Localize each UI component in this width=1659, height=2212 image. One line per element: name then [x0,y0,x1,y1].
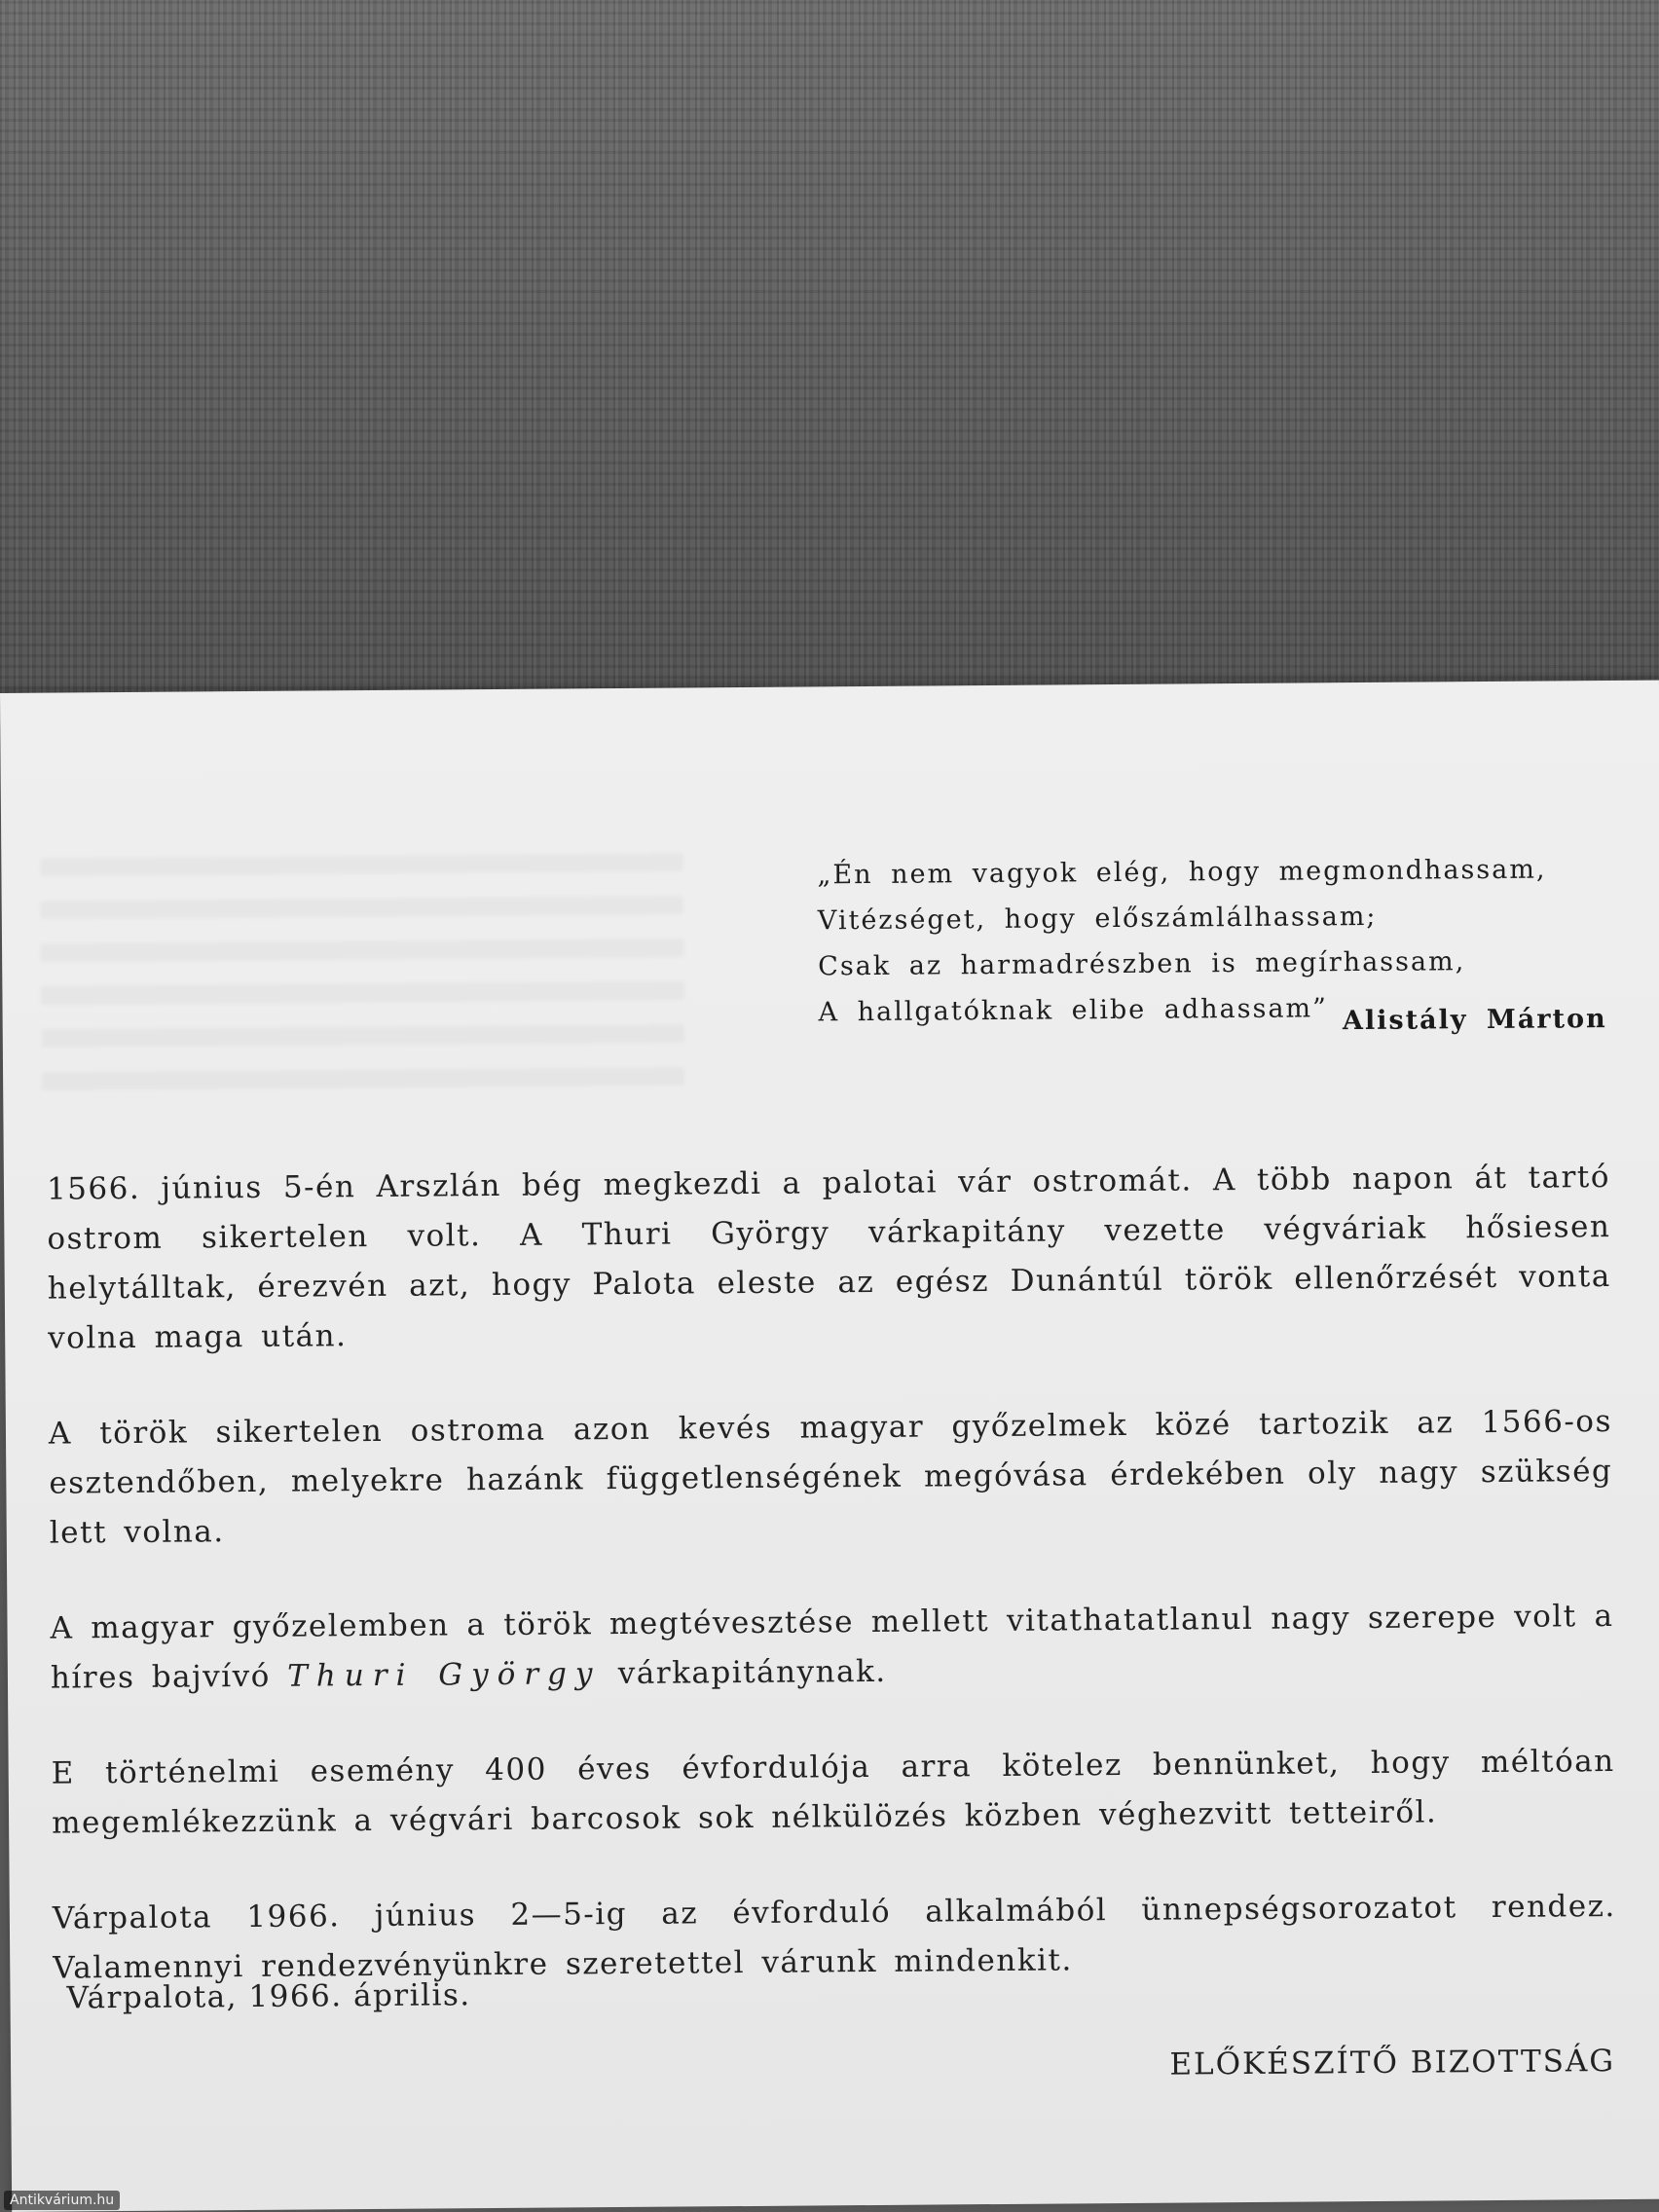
paragraph-invitation: Várpalota 1966. június 2—5-ig az évforduló alkalmából ünnepségsorozatot rendez. Valamennyi rendezvényünkre szeretettel várunk mindenkit. [52,1889,1616,1986]
paragraph-siege: 1566. június 5-én Arszlán bég megkezdi a palotai vár ostromát. A több napon át tartó ostrom sikertelen volt. A Thuri György várkapitány vezette végváriak hősiesen helytálltak, érezvén azt, hogy Palota eleste az egész Dunántúl török ellenőrzését vonta volna maga után. [46,1160,1611,1356]
commander-name: Thuri György [287,1656,602,1694]
quote-line: Csak az harmadrészben is megírhassam, [818,946,1466,982]
paragraph-victory: A török sikertelen ostroma azon kevés magyar győzelmek közé tartozik az 1566-os esztendőben, melyekre hazánk függetlenségének megóvása érdekében oly nagy szükség lett volna. [48,1404,1613,1551]
signature-committee: ELŐKÉSZÍTŐ BIZOTTSÁG [1169,2044,1616,2083]
paragraph-text: várkapitánynak. [601,1653,887,1692]
photo-backdrop-fabric [0,0,1659,711]
bleed-through-shadow [40,853,684,1111]
place-date: Várpalota, 1966. április. [66,1977,471,2016]
paragraph-commander [50,1592,1614,1704]
quote-author: Alistály Márton [1342,1004,1607,1037]
quote-line: A hallgatóknak elibe adhassam” [818,993,1329,1028]
quote-line: Vitézséget, hogy előszámlálhassam; [817,901,1378,937]
document-page [0,681,1659,2212]
watermark-label: Antikvárium.hu [4,2191,120,2210]
quote-line: „Én nem vagyok elég, hogy megmondhassam, [817,854,1547,891]
body-text [47,1153,1617,2040]
paragraph-anniversary: E történelmi esemény 400 éves évfordulója arra kötelez bennünket, hogy méltóan megemlékezzünk a végvári barcosok sok nélkülözés közben véghezvitt tetteiről. [51,1744,1615,1841]
paragraph-text: A magyar győzelemben a török megtévesztése mellett vitathatatlanul nagy szerepe volt a híres bajvívó [50,1599,1614,1696]
